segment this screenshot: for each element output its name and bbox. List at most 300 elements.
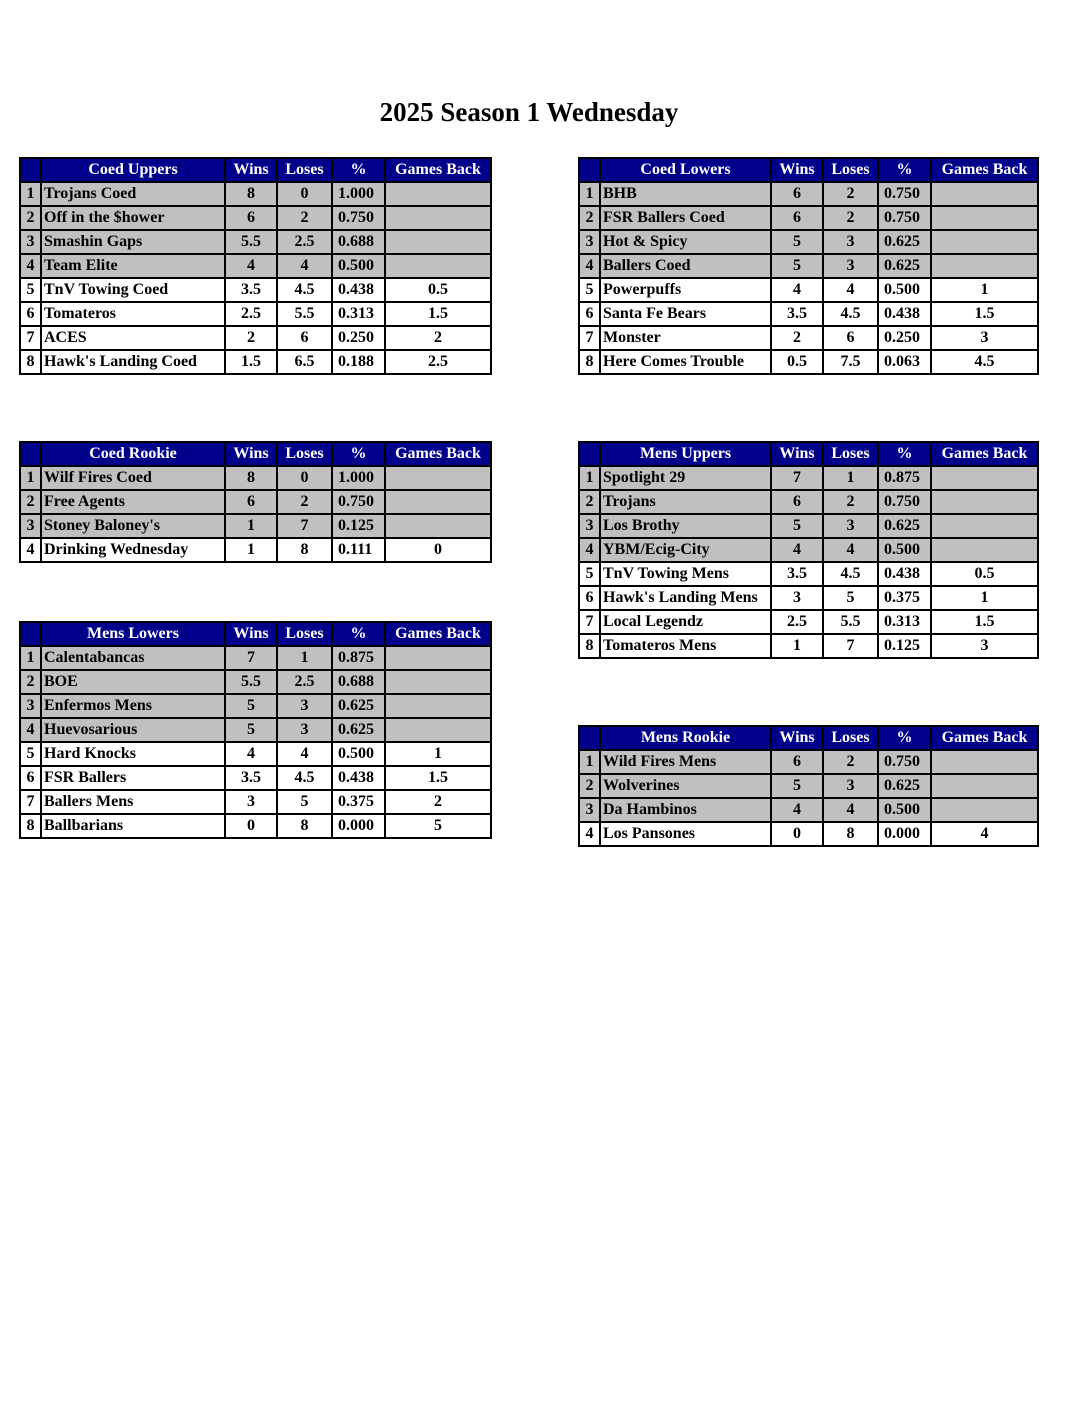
table-row <box>579 254 1038 278</box>
loses-header: Loses <box>277 158 332 182</box>
loses-cell: 3 <box>277 694 332 718</box>
games-back-cell <box>385 254 491 278</box>
table-row <box>579 206 1038 230</box>
rank-cell: 2 <box>20 206 41 230</box>
team-cell: Local Legendz <box>600 610 771 634</box>
wins-cell: 2 <box>771 326 823 350</box>
wins-cell: 3.5 <box>771 302 823 326</box>
wins-cell: 7 <box>771 466 823 490</box>
division-header: Coed Lowers <box>600 158 771 182</box>
team-cell: Ballers Mens <box>41 790 225 814</box>
team-cell: Santa Fe Bears <box>600 302 771 326</box>
games-back-cell: 3 <box>931 634 1038 658</box>
percent-header: % <box>878 158 931 182</box>
loses-cell: 3 <box>277 718 332 742</box>
percent-cell: 0.625 <box>878 514 931 538</box>
table-row <box>20 302 491 326</box>
rank-cell: 1 <box>579 466 600 490</box>
standings-table-coed-uppers <box>19 157 492 375</box>
table-row <box>579 326 1038 350</box>
table-row <box>20 206 491 230</box>
wins-cell: 0.5 <box>771 350 823 374</box>
rank-cell: 7 <box>20 790 41 814</box>
percent-cell: 0.375 <box>878 586 931 610</box>
table-row <box>20 670 491 694</box>
team-cell: FSR Ballers Coed <box>600 206 771 230</box>
loses-cell: 6 <box>823 326 878 350</box>
rank-cell: 6 <box>579 302 600 326</box>
loses-cell: 4.5 <box>823 302 878 326</box>
rank-cell: 6 <box>579 586 600 610</box>
rank-header <box>579 726 600 750</box>
games-back-cell <box>931 230 1038 254</box>
team-cell: Los Pansones <box>600 822 771 846</box>
header-row <box>20 442 491 466</box>
games-back-cell: 0 <box>385 538 491 562</box>
loses-header: Loses <box>277 622 332 646</box>
percent-cell: 0.250 <box>332 326 385 350</box>
percent-header: % <box>332 622 385 646</box>
rank-cell: 7 <box>579 326 600 350</box>
table-row <box>20 766 491 790</box>
table-row <box>20 790 491 814</box>
team-cell: TnV Towing Coed <box>41 278 225 302</box>
percent-header: % <box>878 442 931 466</box>
table-row <box>20 538 491 562</box>
wins-cell: 5 <box>771 514 823 538</box>
games-back-cell <box>931 466 1038 490</box>
games-back-header: Games Back <box>385 442 491 466</box>
percent-cell: 0.750 <box>878 206 931 230</box>
wins-cell: 5 <box>225 694 277 718</box>
wins-cell: 6 <box>771 750 823 774</box>
wins-cell: 6 <box>225 490 277 514</box>
team-cell: YBM/Ecig-City <box>600 538 771 562</box>
team-cell: Here Comes Trouble <box>600 350 771 374</box>
rank-cell: 4 <box>579 254 600 278</box>
team-cell: Wild Fires Mens <box>600 750 771 774</box>
wins-cell: 8 <box>225 182 277 206</box>
table-row <box>579 610 1038 634</box>
games-back-cell <box>931 254 1038 278</box>
table-row <box>579 586 1038 610</box>
wins-header: Wins <box>225 158 277 182</box>
table-row <box>579 538 1038 562</box>
loses-cell: 4 <box>823 278 878 302</box>
rank-cell: 4 <box>20 538 41 562</box>
table-row <box>579 562 1038 586</box>
percent-cell: 0.750 <box>332 490 385 514</box>
rank-cell: 5 <box>579 278 600 302</box>
rank-cell: 8 <box>579 350 600 374</box>
games-back-cell <box>385 230 491 254</box>
games-back-cell: 5 <box>385 814 491 838</box>
rank-header <box>20 158 41 182</box>
team-cell: Hawk's Landing Coed <box>41 350 225 374</box>
percent-cell: 0.438 <box>878 562 931 586</box>
team-cell: Smashin Gaps <box>41 230 225 254</box>
table-row <box>20 230 491 254</box>
games-back-cell <box>385 466 491 490</box>
team-cell: ACES <box>41 326 225 350</box>
percent-cell: 0.500 <box>878 798 931 822</box>
rank-header <box>20 622 41 646</box>
rank-header <box>20 442 41 466</box>
team-cell: Wilf Fires Coed <box>41 466 225 490</box>
games-back-header: Games Back <box>385 158 491 182</box>
games-back-cell <box>931 514 1038 538</box>
loses-cell: 2 <box>823 182 878 206</box>
games-back-cell: 2.5 <box>385 350 491 374</box>
games-back-cell <box>385 490 491 514</box>
table-row <box>579 514 1038 538</box>
team-cell: Monster <box>600 326 771 350</box>
games-back-cell: 0.5 <box>385 278 491 302</box>
wins-cell: 2 <box>225 326 277 350</box>
team-cell: FSR Ballers <box>41 766 225 790</box>
wins-cell: 4 <box>771 278 823 302</box>
percent-cell: 0.750 <box>878 490 931 514</box>
team-cell: BHB <box>600 182 771 206</box>
standings-table-mens-lowers <box>19 621 492 839</box>
percent-cell: 0.625 <box>332 718 385 742</box>
wins-cell: 2.5 <box>225 302 277 326</box>
loses-cell: 8 <box>823 822 878 846</box>
table-row <box>579 182 1038 206</box>
rank-cell: 1 <box>20 466 41 490</box>
table-row <box>579 230 1038 254</box>
wins-cell: 1.5 <box>225 350 277 374</box>
rank-cell: 8 <box>20 814 41 838</box>
loses-cell: 5.5 <box>823 610 878 634</box>
percent-cell: 0.500 <box>332 742 385 766</box>
rank-cell: 3 <box>579 230 600 254</box>
percent-cell: 0.000 <box>332 814 385 838</box>
team-cell: Wolverines <box>600 774 771 798</box>
loses-cell: 2.5 <box>277 230 332 254</box>
wins-cell: 6 <box>771 182 823 206</box>
loses-header: Loses <box>823 726 878 750</box>
percent-cell: 0.438 <box>332 278 385 302</box>
table-row <box>20 694 491 718</box>
wins-cell: 4 <box>225 742 277 766</box>
percent-cell: 0.250 <box>878 326 931 350</box>
wins-cell: 5.5 <box>225 670 277 694</box>
loses-cell: 3 <box>823 774 878 798</box>
loses-cell: 7 <box>277 514 332 538</box>
rank-header <box>579 158 600 182</box>
wins-cell: 6 <box>771 206 823 230</box>
table-row <box>579 774 1038 798</box>
loses-cell: 7.5 <box>823 350 878 374</box>
team-cell: Ballbarians <box>41 814 225 838</box>
wins-cell: 5 <box>771 774 823 798</box>
team-cell: Ballers Coed <box>600 254 771 278</box>
wins-cell: 4 <box>771 798 823 822</box>
wins-cell: 1 <box>225 514 277 538</box>
percent-header: % <box>878 726 931 750</box>
wins-cell: 1 <box>225 538 277 562</box>
games-back-cell <box>931 538 1038 562</box>
games-back-cell <box>931 206 1038 230</box>
percent-cell: 0.625 <box>878 254 931 278</box>
header-row <box>579 726 1038 750</box>
games-back-cell: 1.5 <box>931 610 1038 634</box>
percent-cell: 1.000 <box>332 182 385 206</box>
wins-cell: 6 <box>771 490 823 514</box>
team-cell: Hawk's Landing Mens <box>600 586 771 610</box>
percent-cell: 0.750 <box>878 182 931 206</box>
team-cell: Hot & Spicy <box>600 230 771 254</box>
team-cell: Huevosarious <box>41 718 225 742</box>
wins-header: Wins <box>225 442 277 466</box>
table-row <box>20 254 491 278</box>
games-back-cell: 0.5 <box>931 562 1038 586</box>
games-back-cell: 1 <box>385 742 491 766</box>
table-row <box>20 466 491 490</box>
games-back-cell <box>931 750 1038 774</box>
table-row <box>579 302 1038 326</box>
percent-header: % <box>332 158 385 182</box>
wins-cell: 3.5 <box>771 562 823 586</box>
table-row <box>579 634 1038 658</box>
loses-cell: 8 <box>277 538 332 562</box>
games-back-cell <box>385 206 491 230</box>
rank-cell: 2 <box>20 490 41 514</box>
loses-cell: 4 <box>277 254 332 278</box>
percent-cell: 0.688 <box>332 670 385 694</box>
percent-cell: 1.000 <box>332 466 385 490</box>
team-cell: Tomateros <box>41 302 225 326</box>
percent-cell: 0.875 <box>332 646 385 670</box>
team-cell: Los Brothy <box>600 514 771 538</box>
games-back-cell <box>931 182 1038 206</box>
percent-cell: 0.625 <box>332 694 385 718</box>
games-back-cell <box>385 514 491 538</box>
wins-cell: 3.5 <box>225 278 277 302</box>
table-row <box>20 814 491 838</box>
games-back-cell: 2 <box>385 326 491 350</box>
rank-cell: 4 <box>20 718 41 742</box>
wins-cell: 3 <box>225 790 277 814</box>
games-back-cell <box>385 694 491 718</box>
games-back-cell <box>931 490 1038 514</box>
games-back-cell: 4.5 <box>931 350 1038 374</box>
team-cell: Da Hambinos <box>600 798 771 822</box>
wins-cell: 5 <box>771 254 823 278</box>
table-row <box>20 490 491 514</box>
table-row <box>20 182 491 206</box>
percent-cell: 0.125 <box>878 634 931 658</box>
percent-cell: 0.500 <box>332 254 385 278</box>
games-back-cell: 1 <box>931 278 1038 302</box>
wins-cell: 3 <box>771 586 823 610</box>
division-header: Coed Rookie <box>41 442 225 466</box>
table-row <box>579 278 1038 302</box>
table-row <box>20 350 491 374</box>
games-back-cell <box>931 798 1038 822</box>
header-row <box>20 622 491 646</box>
loses-cell: 2 <box>823 206 878 230</box>
loses-cell: 4.5 <box>823 562 878 586</box>
percent-cell: 0.313 <box>332 302 385 326</box>
team-cell: Enfermos Mens <box>41 694 225 718</box>
loses-cell: 1 <box>823 466 878 490</box>
loses-cell: 3 <box>823 230 878 254</box>
percent-cell: 0.875 <box>878 466 931 490</box>
team-cell: Spotlight 29 <box>600 466 771 490</box>
team-cell: BOE <box>41 670 225 694</box>
rank-cell: 3 <box>20 230 41 254</box>
loses-cell: 6 <box>277 326 332 350</box>
loses-cell: 4 <box>823 538 878 562</box>
wins-cell: 7 <box>225 646 277 670</box>
percent-cell: 0.188 <box>332 350 385 374</box>
loses-cell: 0 <box>277 182 332 206</box>
team-cell: Team Elite <box>41 254 225 278</box>
rank-cell: 3 <box>579 798 600 822</box>
wins-header: Wins <box>771 726 823 750</box>
wins-cell: 4 <box>771 538 823 562</box>
loses-cell: 2 <box>277 206 332 230</box>
wins-cell: 2.5 <box>771 610 823 634</box>
table-row <box>579 750 1038 774</box>
wins-header: Wins <box>771 442 823 466</box>
table-row <box>20 514 491 538</box>
games-back-cell: 1.5 <box>385 302 491 326</box>
games-back-header: Games Back <box>385 622 491 646</box>
page-title: 2025 Season 1 Wednesday <box>379 97 679 127</box>
percent-cell: 0.438 <box>332 766 385 790</box>
loses-cell: 5 <box>277 790 332 814</box>
team-cell: Hard Knocks <box>41 742 225 766</box>
wins-cell: 0 <box>771 822 823 846</box>
games-back-cell: 1.5 <box>931 302 1038 326</box>
loses-cell: 4 <box>277 742 332 766</box>
games-back-cell <box>385 182 491 206</box>
games-back-cell: 1 <box>931 586 1038 610</box>
table-row <box>579 798 1038 822</box>
percent-cell: 0.500 <box>878 278 931 302</box>
percent-cell: 0.375 <box>332 790 385 814</box>
percent-cell: 0.625 <box>878 230 931 254</box>
team-cell: Off in the $hower <box>41 206 225 230</box>
loses-cell: 2 <box>277 490 332 514</box>
rank-cell: 1 <box>20 182 41 206</box>
standings-table-coed-lowers <box>578 157 1039 375</box>
table-row <box>20 742 491 766</box>
rank-cell: 1 <box>579 182 600 206</box>
wins-header: Wins <box>225 622 277 646</box>
percent-cell: 0.750 <box>332 206 385 230</box>
rank-cell: 4 <box>579 538 600 562</box>
header-row <box>579 158 1038 182</box>
rank-cell: 7 <box>579 610 600 634</box>
loses-header: Loses <box>823 442 878 466</box>
rank-cell: 3 <box>20 694 41 718</box>
table-row <box>579 350 1038 374</box>
standings-table-mens-uppers <box>578 441 1039 659</box>
team-cell: TnV Towing Mens <box>600 562 771 586</box>
rank-cell: 7 <box>20 326 41 350</box>
wins-cell: 4 <box>225 254 277 278</box>
table-row <box>20 718 491 742</box>
percent-header: % <box>332 442 385 466</box>
wins-cell: 5.5 <box>225 230 277 254</box>
loses-cell: 6.5 <box>277 350 332 374</box>
table-row <box>579 822 1038 846</box>
games-back-header: Games Back <box>931 158 1038 182</box>
loses-header: Loses <box>277 442 332 466</box>
loses-cell: 2 <box>823 750 878 774</box>
percent-cell: 0.500 <box>878 538 931 562</box>
team-cell: Trojans Coed <box>41 182 225 206</box>
table-row <box>20 646 491 670</box>
games-back-cell <box>385 670 491 694</box>
rank-cell: 2 <box>579 774 600 798</box>
rank-cell: 6 <box>20 302 41 326</box>
rank-cell: 2 <box>579 206 600 230</box>
team-cell: Calentabancas <box>41 646 225 670</box>
rank-cell: 8 <box>579 634 600 658</box>
rank-cell: 3 <box>20 514 41 538</box>
table-row <box>579 490 1038 514</box>
header-row <box>579 442 1038 466</box>
division-header: Mens Uppers <box>600 442 771 466</box>
rank-cell: 3 <box>579 514 600 538</box>
team-cell: Trojans <box>600 490 771 514</box>
loses-cell: 4.5 <box>277 766 332 790</box>
wins-header: Wins <box>771 158 823 182</box>
rank-cell: 5 <box>20 278 41 302</box>
rank-cell: 8 <box>20 350 41 374</box>
percent-cell: 0.111 <box>332 538 385 562</box>
division-header: Coed Uppers <box>41 158 225 182</box>
loses-cell: 5.5 <box>277 302 332 326</box>
rank-cell: 5 <box>579 562 600 586</box>
team-cell: Tomateros Mens <box>600 634 771 658</box>
division-header: Mens Rookie <box>600 726 771 750</box>
rank-cell: 5 <box>20 742 41 766</box>
percent-cell: 0.063 <box>878 350 931 374</box>
wins-cell: 3.5 <box>225 766 277 790</box>
rank-cell: 1 <box>20 646 41 670</box>
rank-cell: 6 <box>20 766 41 790</box>
loses-cell: 2.5 <box>277 670 332 694</box>
team-cell: Drinking Wednesday <box>41 538 225 562</box>
wins-cell: 5 <box>771 230 823 254</box>
header-row <box>20 158 491 182</box>
games-back-cell: 4 <box>931 822 1038 846</box>
table-row <box>20 326 491 350</box>
percent-cell: 0.438 <box>878 302 931 326</box>
games-back-cell: 3 <box>931 326 1038 350</box>
rank-cell: 4 <box>579 822 600 846</box>
percent-cell: 0.750 <box>878 750 931 774</box>
wins-cell: 0 <box>225 814 277 838</box>
division-header: Mens Lowers <box>41 622 225 646</box>
wins-cell: 5 <box>225 718 277 742</box>
standings-table-coed-rookie <box>19 441 492 563</box>
loses-cell: 7 <box>823 634 878 658</box>
wins-cell: 1 <box>771 634 823 658</box>
games-back-header: Games Back <box>931 726 1038 750</box>
percent-cell: 0.313 <box>878 610 931 634</box>
table-row <box>579 466 1038 490</box>
team-cell: Free Agents <box>41 490 225 514</box>
games-back-header: Games Back <box>931 442 1038 466</box>
loses-cell: 8 <box>277 814 332 838</box>
